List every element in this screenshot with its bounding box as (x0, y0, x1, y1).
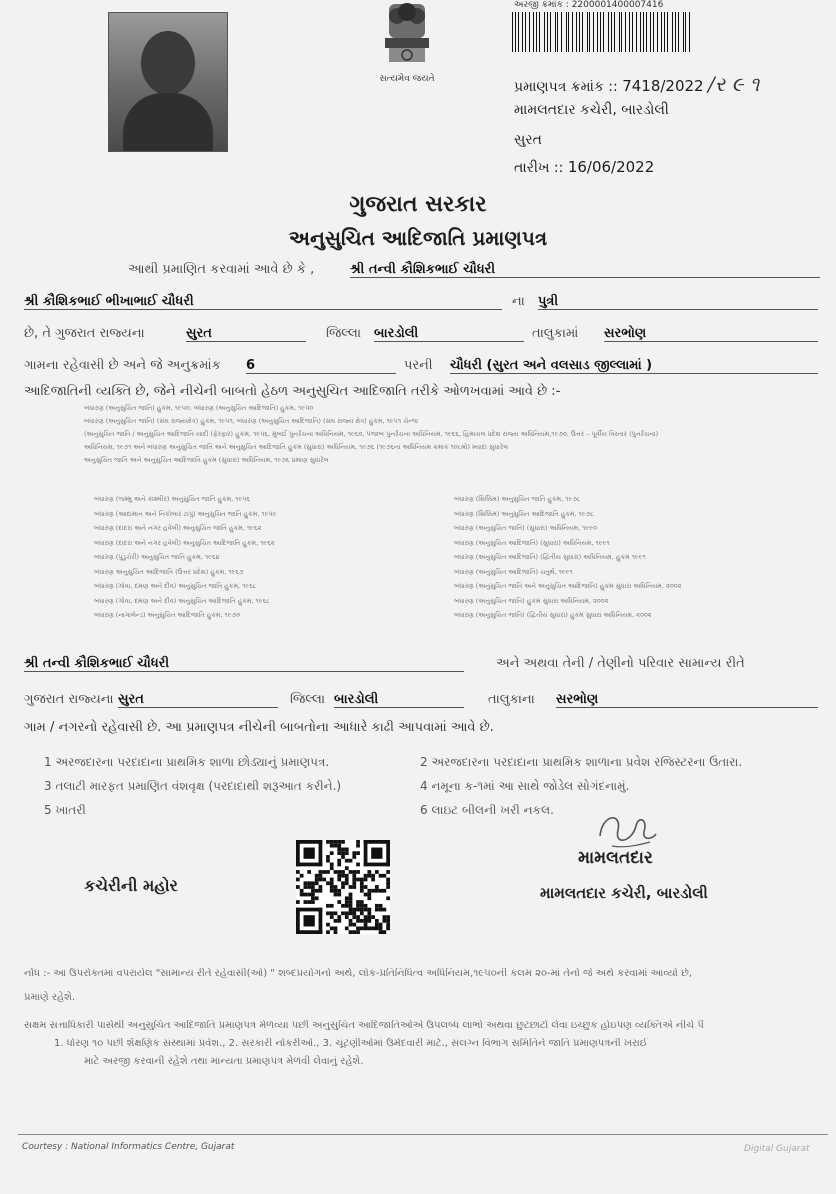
note-1: નોંધ :- આ ઉપરોક્તમાં વપરાયેલ "સામાન્ય રીતે રહેવાસી(ઓ) " શબ્દપ્રયોગનો અર્થ, લોક-પ્રતિનિધિત્વ અધિનિયમ,૧૯૫૦ની કલમ ૨૦-માં તેનો જે અર્થ કરવામાં આવ્યો છે, (24, 968, 693, 979)
note-3: 1. ધોરણ ૧૦ પછી શૈક્ષણિક સંસ્થામાં પ્રવેશ., 2. સરકારી નોકરીઓ., 3. ચૂંટણીઓમાં ઉમેદવારી માટે., સંલગ્ન વિભાગ સમિતિને જાતિ પ્રમાણપત્રની ખરાઈ (54, 1038, 648, 1049)
taluka-label-2: તાલુકાના (488, 692, 535, 707)
handwritten-ref: /ર ૯ ૧ (708, 72, 760, 96)
taluka-label: તાલુકામાં (532, 326, 579, 341)
orders-list-full (84, 402, 824, 467)
document-item: 3 તલાટી મારફત પ્રમાણિત વંશવૃક્ષ (પરદાદાથી શરૂઆત કરીને.) (44, 779, 342, 793)
qr-code-icon (296, 840, 390, 934)
order-line: બંધારણ (અનુસુચિત આદિજાતિ) (સુધારા) અધિનિયમ, ૧૯૯૧ (454, 538, 610, 547)
order-line: બંધારણ અનુસુચિત આદિજાતિ (ઉત્તર પ્રદેશ) હુકમ, ૧૯૬૭ (94, 567, 244, 576)
order-line: (અનુસુચિત જાતિ / અનુસુચિત આદિજાતિ યાદી (ફેરફાર) હુકમ, ૧૯૫૬, મુંબઈ પુનર્રચના અધિનિયમ, ૧૯૬૦, પંજાબ પુનર્રચના અધિનિયમ, ૧૯૬૬, હિમાચલ પ્રદેશ રાજ્ય અધિનિયમ,૧૯૭૦, ઉત્તર – પૂર્વીય વિસ્તાર (પુનર્રચના) (84, 430, 659, 438)
person-name-2: શ્રી તન્વી કૌશિકભાઈ ચૌધરી (24, 656, 464, 672)
tribe-label: પરની (404, 358, 433, 373)
signing-office: મામલતદાર કચેરી, બારડોલી (540, 884, 708, 902)
document-item: 5 ખાતરી (44, 803, 86, 817)
note-2: સક્ષમ સત્તાધિકારી પાસેથી અનુસુચિત આદિજાતિ પ્રમાણપત્ર મેળવ્યા પછી અનુસુચિત આદિજાતિઓએ ઉપલબ્ધ લાભો અથવા છુટછાટો લેવા ઇચ્છુક હોઇપણ વ્યક્તિએ નીચે પૈ (24, 1020, 704, 1031)
issuing-city: સુરત (514, 132, 542, 148)
issue-date-line (514, 158, 654, 176)
order-line: બંધારણ (અનુસુચિત જાતિ) (દ્વિતીય સુધારા) હુકમ સુધારા અધિનિયમ, ૨૦૦૨ (454, 611, 652, 619)
applicant-photo (108, 12, 228, 152)
issuing-office: મામલતદાર કચેરી, બારડોલી (514, 102, 669, 118)
order-line: બંધારણ (ગોવા, દમણ અને દીવ) અનુસુચિત જાતિ હુકમ, ૧૯૬૮ (94, 582, 257, 590)
state-label-2: ગુજરાત રાજ્યના (24, 692, 114, 707)
certificate-title: અનુસુચિત આદિજાતિ પ્રમાણપત્ર (288, 226, 548, 250)
order-line: બંધારણ (સિક્કિમ) અનુસુચિત જાતિ હુકમ, ૧૯૭૮ (454, 495, 581, 503)
issue-date: 16/06/2022 (567, 158, 655, 176)
footer-divider (18, 1134, 828, 1135)
district: સુરત (186, 326, 306, 342)
basis-text: ગામ / નગરનો રહેવાસી છે. આ પ્રમાણપત્ર નીચેની બાબતોના આધારે કાઢી આપવામાં આવે છે. (24, 720, 494, 735)
order-line: બંધારણ (અનુસુચિત આદિજાતિ) ચતુર્થ, ૧૯૯૧ (454, 567, 573, 576)
state-label: છે, તે ગુજરાત રાજ્યના (24, 326, 145, 341)
government-title: ગુજરાત સરકાર (349, 192, 487, 217)
order-line: બંધારણ (અનુસુચિત જાતિ) હુકમ, ૧૯૫૦, બંધારણ (અનુસુચિત આદિજાતિ) હુકમ, ૧૯૫૦ (84, 404, 314, 412)
ashoka-emblem-icon (375, 0, 439, 80)
order-line: બંધારણ (આંદામાન અને નિકોબાર ટાપુ) અનુસુચિત જાતિ હુકમ, ૧૯૫૯ (94, 509, 277, 518)
document-item: 1 અરજદારના પરદાદાના પ્રાથમિક શાળા છોડ્યાનું પ્રમાણપત્ર. (44, 755, 330, 769)
document-item: 2 અરજદારના પરદાદાના પ્રાથમિક શાળાના પ્રવેશ રજિસ્ટરના ઉતારા. (420, 755, 743, 769)
document-item: 6 લાઇટ બીલની ખરી નકલ. (420, 803, 554, 817)
tribe: ચૌધરી (સુરત અને વલસાડ જીલ્લામાં ) (450, 358, 818, 374)
emblem-caption: સત્યમેવ જયતે (379, 74, 435, 84)
order-line: બંધારણ (ગોવા, દમણ અને દીવ) અનુસુચિત આદિજાતિ હુકમ, ૧૯૬૮ (94, 596, 270, 605)
village-2: સરભોણ (556, 692, 818, 708)
order-line: બંધારણ (દાદરા અને નગર હવેલી) અનુસુચિત આદિજાતિ હુકમ, ૧૯૬૨ (94, 538, 275, 547)
recognition-text: આદિજાતિની વ્યક્તિ છે, જેને નીચેની બાબતો હેઠળ અનુસુચિત આદિજાતિ તરીકે ઓળખવામાં આવે છે :- (24, 384, 561, 399)
order-line: બંધારણ (અનુસુચિત જાતિ) (સંઘ રાજ્યક્ષેત્ર) હુકમ, ૧૯૫૧, બંધારણ (અનુસુચિત આદિજાતિ) (સંઘ રાજ્ય ક્ષેત્ર) હુકમ, ૧૯૫૧ ચેન્જ (84, 417, 418, 425)
district-label-2: જિલ્લા (290, 692, 326, 707)
father-name: શ્રી કૌશિકભાઈ ભીખાભાઈ ચૌધરી (24, 294, 502, 310)
order-line: બંધારણ (નાગાલેન્ડ) અનુસુચિત આદિજાતિ હુકમ, ૧૯૭૦ (94, 611, 241, 619)
order-line: બંધારણ (દાદરા અને નગર હવેલી) અનુસુચિત જાતિ હુકમ, ૧૯૬૨ (94, 524, 262, 532)
signature-icon (592, 806, 662, 854)
person-name: શ્રી તન્વી કૌશિકભાઈ ચૌધરી (350, 262, 820, 278)
documents-left (44, 750, 404, 822)
village: સરભોણ (604, 326, 818, 342)
order-line: બંધારણ (પુડુચેરી) અનુસુચિત જાતિ હુકમ, ૧૯૬૪ (94, 553, 220, 561)
office-seal-label: કચેરીની મહોર (84, 876, 178, 895)
order-line: બંધારણ (અનુસુચિત આદિજાતિ) (દ્વિતીય સુધારા) અધિનિયમ, હુકમ ૧૯૯૧ (454, 553, 646, 561)
serial-number: 6 (246, 358, 396, 374)
district-2: સુરત (118, 692, 278, 708)
application-number: અરજી ક્રમાંક : 2200001400007416 (514, 0, 664, 10)
order-line: બંધારણ (અનુસુચિત જાતિ અને અનુસુચિત આદિજાતિ) હુકમ સુધારા અધિનિયમ, ૨૦૦૨ (454, 582, 682, 590)
order-line: અધિનિયમ, ૧૯૭૧ અને બંધારણ અનુસુચિત જાતિ અને અનુસુચિત આદિજાતિ હુકમ (સુધારા) અધિનિયમ, ૧૯૭૬ (૧૯૭૬ના અધિનિયમ ક્રમાંક ૧૦૮મો) મ્યાદા સુધારેલ (84, 443, 509, 451)
order-line: બંધારણ (અનુસુચિત જાતિ) હુકમ સુધારા અધિનિયમ, ૨૦૦૨ (454, 596, 609, 605)
district-label: જિલ્લા (326, 326, 362, 341)
issue-date-label: તારીખ :: (514, 160, 564, 176)
note-4: માટે અરજી કરવાની રહેશે તથા માન્યતા પ્રમાણપત્ર મેળવી લેવાનું રહેશે. (84, 1056, 364, 1067)
footer-right: Digital Gujarat (744, 1144, 810, 1154)
barcode (512, 12, 692, 52)
order-line: બંધારણ (અનુસુચિત જાતિ) (સુધારા) અધિનિયમ, ૧૯૯૦ (454, 524, 597, 532)
resident-label: ગામના રહેવાસી છે અને જે અનુક્રમાંક (24, 358, 221, 373)
order-line: બંધારણ (સિક્કિમ) અનુસુચિત આદિજાતિ હુકમ, ૧૯૭૮ (454, 509, 594, 518)
orders-list-left (94, 492, 424, 623)
family-text: અને અથવા તેની / તેણીનો પરિવાર સામાન્ય રીતે (496, 656, 745, 671)
taluka-2: બારડોલી (334, 692, 464, 708)
certify-text: આથી પ્રમાણિત કરવામાં આવે છે કે , (128, 262, 315, 277)
taluka: બારડોલી (374, 326, 524, 342)
certificate-number-label: પ્રમાણપત્ર ક્રમાંક :: (514, 79, 618, 95)
document-item: 4 નમૂના ક-૧માં આ સાથે જોડેલ સોગંદનામું. (420, 779, 630, 793)
certificate-number-line (514, 72, 759, 96)
certificate-number: 7418/2022 (622, 77, 704, 95)
relation: પુત્રી (538, 294, 818, 310)
orders-list-right (454, 492, 824, 623)
note-1b: પ્રમાણે રહેશે. (24, 992, 76, 1003)
footer-courtesy: Courtesy : National Informatics Centre, Gujarat (22, 1142, 235, 1152)
order-line: બંધારણ (જમ્મુ અને કાશ્મીર) અનુસુચિત જાતિ હુકમ, ૧૯૫૬ (94, 495, 251, 503)
designation: મામલતદાર (578, 848, 653, 868)
order-line: અનુસુચિત જાતિ અને અનુસુચિત આદિજાતિ હુકમ (સુધારા) અધિનિયમ, ૧૯૭૬ પ્રમાણ સુધારેલ (84, 456, 329, 464)
relation-label: ના (512, 294, 525, 309)
